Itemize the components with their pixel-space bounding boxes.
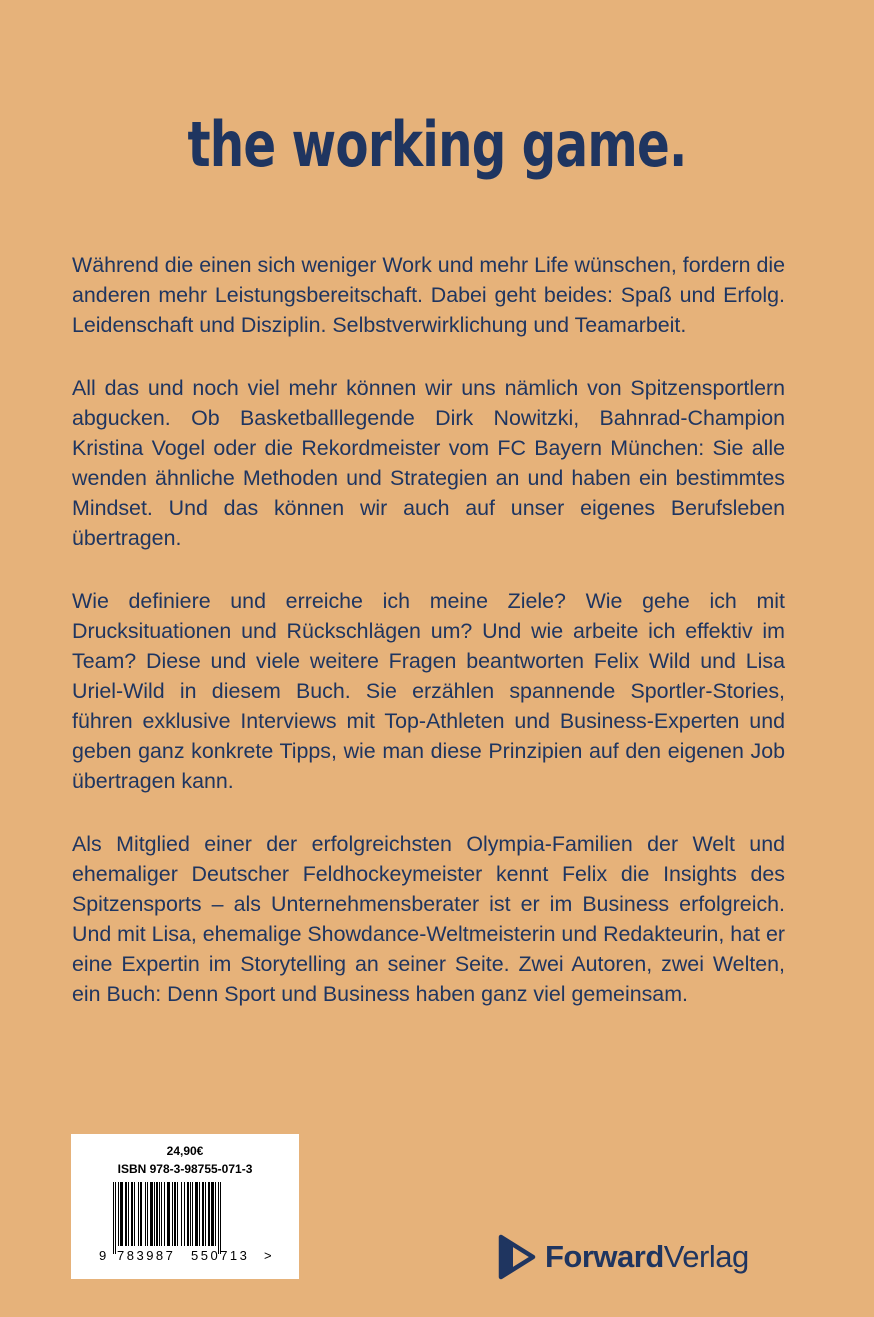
blurb-paragraph-1: Während die einen sich weniger Work und mehr Life wünschen, fordern die anderen mehr Leistungsbereitschaft. Dabei geht beides: Spaß und Erfolg. Leidenschaft und Disziplin. Selbstverwirklichung und Teamarbeit. (72, 253, 786, 337)
barcode-bar (195, 1182, 198, 1246)
barcode-bar (138, 1182, 139, 1246)
barcode-bar (131, 1182, 133, 1246)
barcode-arrow: > (264, 1248, 273, 1263)
barcode-bar (220, 1182, 221, 1254)
publisher-name (545, 1239, 749, 1275)
publisher-logo (497, 1233, 749, 1281)
barcode-bar (167, 1182, 170, 1246)
barcode-bar (140, 1182, 142, 1246)
publisher-name-regular: Verlag (663, 1239, 749, 1274)
barcode-bar (177, 1182, 178, 1246)
barcode-bar (215, 1182, 216, 1246)
barcode-digit-first: 9 (99, 1248, 107, 1263)
barcode-bar (164, 1182, 165, 1246)
blurb-paragraph-3: Wie definiere und erreiche ich meine Ziele? Wie gehe ich mit Drucksituationen und Rückschlägen um? Und wie arbeite ich effektiv im Team? Diese und viele weitere Fragen beantworten Felix Wild und Lisa Uriel-Wild in diesem Buch. Sie erzählen spannende Sportler-Stories, führen exklusive Interviews mit Top-Athleten und Business-Experten und geben ganz konkrete Tipps, wie man diese Prinzipien auf den eigenen Job übertragen kann. (72, 589, 785, 793)
barcode-bar (218, 1182, 219, 1254)
blurb-paragraph-2: All das und noch viel mehr können wir uns nämlich von Spitzensportlern abgucken. Ob Basketballlegende Dirk Nowitzki, Bahnrad-Champion Kristina Vogel oder die Rekordmeister vom FC Bayern München: Sie alle wenden ähnliche Methoden und Strategien an und haben ein bestimmtes Mindset. Und das können wir auch auf unser eigenes Berufsleben übertragen. (72, 376, 785, 550)
barcode-bar (202, 1182, 204, 1246)
barcode-bar (118, 1182, 119, 1246)
barcode-bar (211, 1182, 214, 1246)
barcode-bar (154, 1182, 155, 1246)
barcode-bar (184, 1182, 185, 1246)
isbn: ISBN 978-3-98755-071-3 (117, 1162, 253, 1176)
barcode-bar (161, 1182, 162, 1246)
barcode-bar (113, 1182, 114, 1254)
barcode-digits-right: 550713 (191, 1248, 250, 1263)
barcode-bar (187, 1182, 189, 1246)
barcode-bar (115, 1182, 116, 1254)
barcode-bar (156, 1182, 158, 1246)
barcode-bar (134, 1182, 135, 1246)
publisher-name-bold: Forward (545, 1239, 664, 1274)
barcode-bar (159, 1182, 160, 1246)
barcode-bar (128, 1182, 129, 1246)
barcode-bar (172, 1182, 173, 1246)
book-title: the working game. (187, 108, 687, 181)
barcode-bar (192, 1182, 193, 1246)
barcode-bar (174, 1182, 176, 1246)
barcode-bar (125, 1182, 127, 1246)
barcode-bar (199, 1182, 200, 1246)
blurb-paragraph-4: Als Mitglied einer der erfolgreichsten Olympia-Familien der Welt und ehemaliger Deutscher Feldhockeymeister kennt Felix die Insights des Spitzensports – als Unternehmensberater ist er im Business erfolgreich. Und mit Lisa, ehemalige Showdance-Weltmeisterin und Redakteurin, hat er eine Expertin im Storytelling an seiner Seite. Zwei Autoren, zwei Welten, ein Buch: Denn Sport und Business haben ganz viel gemeinsam. (72, 832, 785, 1006)
barcode-box (71, 1134, 299, 1279)
price: 24,90€ (166, 1144, 204, 1158)
barcode-bar (205, 1182, 206, 1246)
barcode-digits-left: 783987 (117, 1248, 176, 1263)
barcode-bar (208, 1182, 210, 1246)
blurb-text (72, 250, 785, 1042)
barcode-bar (120, 1182, 123, 1246)
play-arrow-logo-icon (497, 1234, 537, 1280)
barcode-bar (150, 1182, 153, 1246)
barcode-bar (190, 1182, 191, 1246)
barcode-bar (147, 1182, 148, 1246)
barcode-bars (113, 1182, 263, 1256)
barcode-bar (145, 1182, 146, 1246)
barcode-bar (181, 1182, 182, 1246)
